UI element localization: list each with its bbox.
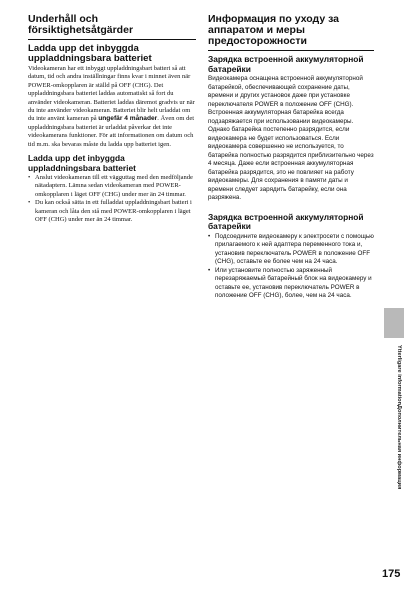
section-title-swedish: Underhåll och försiktighetsåtgärder <box>28 13 134 36</box>
chapter-thumb-tab <box>384 308 404 338</box>
charge-heading-russian: Зарядка встроенной аккумуляторной батарейки <box>208 211 364 231</box>
page-number: 175 <box>382 568 401 580</box>
swedish-column <box>28 14 196 225</box>
subsection-title-swedish: Ladda upp det inbyggda uppladdningsbara batteriet <box>28 43 152 64</box>
russian-column <box>208 14 374 301</box>
body-paragraph-russian: Видеокамера оснащена встроенной аккумуляторной батарейкой, обеспечивающей сохранение даты, времени и других установок даже при установке переключателя POWER в положение OFF (CHG). Встроенная аккумуляторная батарейка всегда подзаряжается при использовании видеокамеры. Однако батарейка постепенно разрядится, если видеокамера не будет использоваться. Если видеокамера совершенно не используется, то батарейка полностью разрядится приблизительно через 4 месяца. Даже если встроенная аккумуляторная батарейка разрядится, это не повлияет на работу видеокамеры. Для сохранения в памяти даты и времени следует зарядить батарейку, если она разряжена. <box>208 75 374 201</box>
bullet-list-swedish <box>28 174 196 224</box>
body-text-part: . Även om det uppladdningsbara batteriet är urladdat påverkar det inte videokamerans funktioner. För att informationen om datum och tid m.m. ska bevaras måste du ladda upp batteriet igen. <box>28 115 195 148</box>
body-text-emphasis: ungefär 4 månader <box>98 115 158 123</box>
section-divider <box>28 39 196 40</box>
side-label-swedish: Ytterligare information <box>396 345 402 405</box>
charge-heading-swedish: Ladda upp det inbyggda uppladdningsbara batteriet <box>28 153 136 173</box>
list-item: • Подсоедините видеокамеру к электросети с помощью прилагаемого к ней адаптера переменного тока и, установив переключатель POWER в положение OFF (CHG), оставьте ее более чем на 24 часа. <box>208 233 374 267</box>
list-item: • Anslut videokameran till ett vägguttag med den medföljande nätadaptern. Lämna sedan videokameran med POWER-omkopplaren i läget OFF (CHG) under mer än 24 timmar. <box>28 174 196 199</box>
list-item: • Du kan också sätta in ett fulladdat uppladdningsbart batteri i kameran och låta den stå med POWER-omkopplaren i läget OFF (CHG) under mer än 24 timmar. <box>28 199 196 224</box>
body-paragraph-swedish <box>28 65 196 149</box>
section-title-russian: Информация по уходу за аппаратом и меры предосторожности <box>208 13 340 47</box>
subsection-title-russian: Зарядка встроенной аккумуляторной батарейки <box>208 54 364 74</box>
bullet-list-russian <box>208 233 374 301</box>
list-item: • Или установите полностью заряженный перезаряжаемый батарейный блок на видеокамеру и оставьте ее, установив переключатель POWER в положение OFF (CHG), более, чем на 24 часа. <box>208 267 374 301</box>
section-divider <box>208 50 374 51</box>
body-text-part: Videokameran har ett inbyggt uppladdningsbart batteri så att datum, tid och andra inställningar finns kvar i minnet även när POWER-omkopplaren är ställd på OFF (CHG). Det uppladdningsbara batteriet laddas automatiskt så fort du använder videokameran. Batteriet laddas däremot gradvis ur när du inte använder videokameran. Batteriet blir helt urladdat om du inte använt kameran på <box>28 65 195 123</box>
side-label-russian: Дополнительная информация <box>396 405 402 490</box>
